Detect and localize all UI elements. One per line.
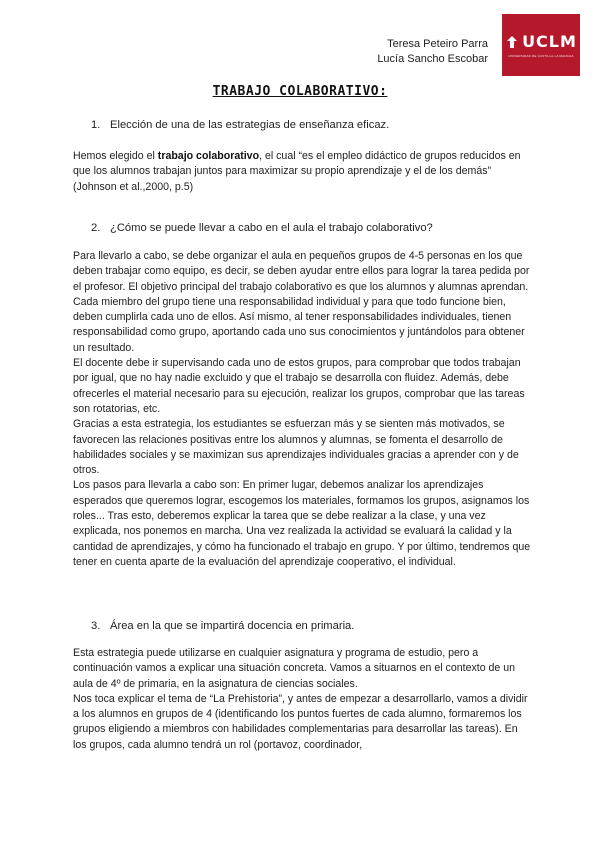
logo-text: UCLM (522, 32, 577, 51)
author-name: Teresa Peteiro Parra (387, 38, 488, 50)
section-heading (91, 118, 389, 132)
section-heading-text: ¿Cómo se puede llevar a cabo en el aula el trabajo colaborativo? (110, 222, 433, 234)
section-number: 3. (91, 620, 101, 632)
paragraph-text: , el cual “es el empleo didáctico de grupos reducidos en que los alumnos trabajan juntos para maximizar su propio aprendizaje y el de los demás” (Johnson et al.,2000, p.5) (73, 150, 521, 193)
paragraph (73, 149, 533, 195)
university-emblem-icon (505, 35, 519, 49)
author-name: Lucía Sancho Escobar (377, 53, 488, 65)
paragraph: Nos toca explicar el tema de “La Prehistoria”, y antes de empezar a desarrollarlo, vamos a dividir a los alumnos en grupos de 4 (identificando los puntos fuertes de cada alumno, formaremos los grupos eligiendo a miembros con habilidades complementarias para desarrollar las tareas). En los grupos, cada alumno tendrá un rol (portavoz, coordinador, (73, 692, 528, 751)
section-heading-text: Elección de una de las estrategias de enseñanza eficaz. (110, 119, 390, 131)
section-body (73, 646, 533, 753)
section-number: 1. (91, 119, 101, 131)
paragraph-text: Hemos elegido el (73, 150, 158, 162)
logo-subtitle: UNIVERSIDAD DE CASTILLA-LA MANCHA (508, 54, 574, 58)
paragraph: Gracias a esta estrategia, los estudiantes se esfuerzan más y se sienten más motivados, se favorecen las relaciones positivas entre los alumnos y alumnas, se fomenta el desarrollo de habilidades sociales y se maximizan sus aprendizajes individuales gracias a aprender con y de otros. (73, 418, 519, 477)
section-body (73, 249, 533, 570)
uclm-logo (502, 14, 580, 76)
section-number: 2. (91, 222, 101, 234)
section-heading (91, 221, 433, 235)
paragraph: Los pasos para llevarla a cabo son: En primer lugar, debemos analizar los aprendizajes esperados que queremos lograr, escogemos los materiales, formamos los grupos, asignamos los roles... Tras esto, deberemos explicar la tarea que se debe realizar a la clase, y una vez explicada, nos ponemos en marcha. Una vez realizada la actividad se evaluará la calidad y la cantidad de aprendizajes, y cómo ha funcionado el trabajo en grupo. Y por último, tendremos que tener en cuenta aparte de la evaluación del aprendizaje cooperativo, el individual. (73, 479, 531, 568)
section-heading (91, 619, 354, 633)
paragraph: Para llevarlo a cabo, se debe organizar el aula en pequeños grupos de 4-5 personas en los que deben trabajar como equipo, es decir, se deben ayudar entre ellos para lograr la tarea pedida por el profesor. El objetivo principal del trabajo colaborativo es que los alumnos y alumnas aprendan. (73, 250, 530, 293)
section-body (73, 149, 533, 195)
paragraph: El docente debe ir supervisando cada uno de estos grupos, para comprobar que todos trabajan por igual, que no hay nadie excluido y que el trabajo se desarrolla con fluidez. Además, debe ofrecerles el material necesario para su ejecución, realizar los grupos, comprobar que las tareas son rotatorias, etc. (73, 357, 525, 415)
document-title: TRABAJO COLABORATIVO: (212, 84, 388, 99)
section-heading-text: Área en la que se impartirá docencia en primaria. (110, 620, 355, 632)
paragraph: Esta estrategia puede utilizarse en cualquier asignatura y programa de estudio, pero a continuación vamos a explicar una situación concreta. Vamos a situarnos en el contexto de un aula de 4º de primaria, en la asignatura de ciencias sociales. (73, 647, 516, 690)
author-block (377, 37, 488, 67)
paragraph: Cada miembro del grupo tiene una responsabilidad individual y para que todo funcione bien, deben cumplirla cada uno de ellos. Así mismo, al tener responsabilidades individuales, tienen responsabilidad como grupo, aportando cada uno sus conocimientos y juntándolos para obtener un resultado. (73, 295, 525, 354)
bold-term: trabajo colaborativo (157, 150, 260, 162)
